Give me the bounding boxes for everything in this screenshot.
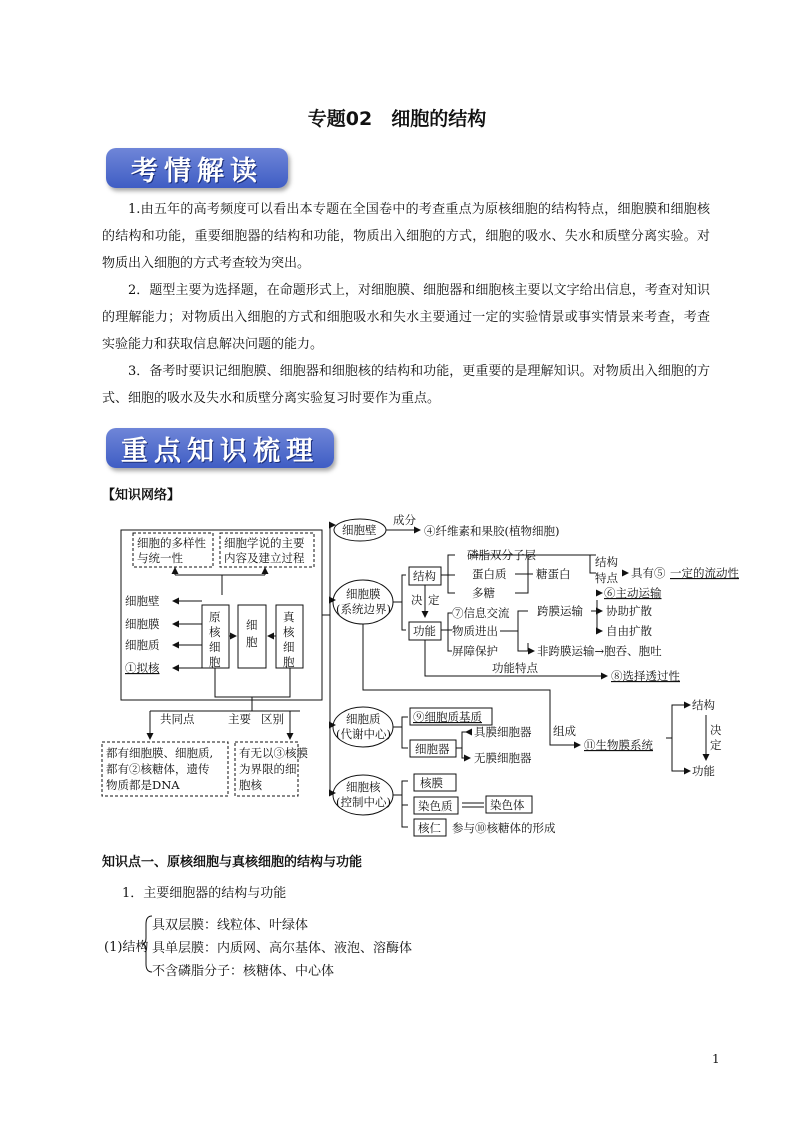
structure-box: 结构 xyxy=(413,569,436,583)
info-exchange: ⑦信息交流 xyxy=(452,606,510,620)
svg-text:胞: 胞 xyxy=(283,655,295,669)
right-structure: 结构 xyxy=(692,698,715,712)
left-item-wall: 细胞壁 xyxy=(125,594,160,608)
substance-transport: 物质进出 xyxy=(452,624,498,638)
nucleus-node-2: (控制中心) xyxy=(336,795,391,809)
nuclear-membrane: 核膜 xyxy=(420,776,443,790)
wall-comp-label: 成分 xyxy=(393,513,416,527)
decide-1: 决 xyxy=(411,593,423,607)
membraned-organelle: 具膜细胞器 xyxy=(474,725,532,739)
diff-box-line2: 为界限的细 xyxy=(239,762,297,776)
network-heading: 【知识网络】 xyxy=(102,488,181,503)
decide-2: 定 xyxy=(428,593,440,607)
structure-item-single: 具单层膜：内质网、高尔基体、液泡、溶酶体 xyxy=(152,941,413,956)
theory-line1: 细胞学说的主要 xyxy=(224,536,305,550)
prokaryote-label xyxy=(209,610,221,669)
wall-comp: ④纤维素和果胶(植物细胞) xyxy=(424,524,560,538)
diff-box-line1: 有无以③核膜 xyxy=(239,746,308,760)
active-transport: ⑥主动运输 xyxy=(604,586,662,600)
polysaccharide: 多糖 xyxy=(472,586,495,600)
main-label: 主要 xyxy=(228,712,251,726)
paragraph-1: 1.由五年的高考频度可以看出本专题在全国卷中的考查重点为原核细胞的结构特点，细胞膜和细胞核的结构和功能，重要细胞器的结构和功能，物质出入细胞的方式，细胞的吸水、失水和质壁分离实验。对物质出入细胞的方式考查较为突出。 xyxy=(102,202,710,271)
membrane-node-2: (系统边界) xyxy=(336,602,391,616)
chromatin: 染色质 xyxy=(418,799,453,813)
page-number: 1 xyxy=(712,1052,720,1066)
diversity-line1: 细胞的多样性 xyxy=(137,536,206,550)
function-box: 功能 xyxy=(413,624,436,638)
page-title: 专题02 细胞的结构 xyxy=(307,108,487,130)
diff-box-line3: 胞核 xyxy=(239,778,262,792)
svg-text:细: 细 xyxy=(283,640,295,654)
compose-label: 组成 xyxy=(553,724,576,738)
non-membraned-organelle: 无膜细胞器 xyxy=(474,751,532,765)
structure-item-double: 具双层膜：线粒体、叶绿体 xyxy=(152,918,309,933)
left-item-cytoplasm: 细胞质 xyxy=(125,638,160,652)
cell-label xyxy=(246,618,258,649)
knowledge-point-1-subtitle: 1．主要细胞器的结构与功能 xyxy=(122,886,287,901)
svg-text:核: 核 xyxy=(283,625,295,639)
svg-text:真: 真 xyxy=(283,610,295,624)
diversity-line2: 与统一性 xyxy=(137,551,183,565)
barrier-protection: 屏障保护 xyxy=(452,644,498,658)
svg-text:细: 细 xyxy=(209,640,221,654)
paragraph-3: 3．备考时要识记细胞膜、细胞器和细胞核的结构和功能，更重要的是理解知识。对物质出入细胞的方式、细胞的吸水及失水和质壁分离实验复习时要作为重点。 xyxy=(102,364,710,406)
biomembrane-system: ⑪生物膜系统 xyxy=(584,738,653,752)
fluidity-prefix: 具有⑤ xyxy=(631,566,666,580)
fluidity: 一定的流动性 xyxy=(670,566,739,580)
struct-feature-2: 特点 xyxy=(595,571,618,585)
common-label: 共同点 xyxy=(160,712,195,726)
free-diffusion: 自由扩散 xyxy=(606,624,652,638)
chromosome: 染色体 xyxy=(490,798,525,812)
trans-membrane: 跨膜运输 xyxy=(537,604,583,618)
ribosome-formation: 参与⑩核糖体的形成 xyxy=(452,821,556,835)
non-trans-membrane: 非跨膜运输→胞吞、胞吐 xyxy=(537,644,662,658)
common-box-line3: 物质都是DNA xyxy=(106,778,180,792)
organelle-box: 细胞器 xyxy=(415,742,450,756)
svg-text:细: 细 xyxy=(246,618,258,632)
facilitated-diffusion: 协助扩散 xyxy=(606,604,652,618)
cytoplasm-node-1: 细胞质 xyxy=(346,712,381,726)
eukaryote-label xyxy=(283,610,295,669)
svg-text:胞: 胞 xyxy=(209,655,221,669)
nucleus-node-1: 细胞核 xyxy=(346,780,381,794)
knowledge-network-diagram xyxy=(0,505,794,845)
knowledge-point-1-title: 知识点一、原核细胞与真核细胞的结构与功能 xyxy=(102,855,363,870)
membrane-node-1: 细胞膜 xyxy=(346,587,381,601)
section-banner-exam-analysis: 考情解读 xyxy=(106,148,288,188)
phospholipid: 磷脂双分子层 xyxy=(467,548,536,562)
glycoprotein: 糖蛋白 xyxy=(536,567,571,581)
protein: 蛋白质 xyxy=(472,567,507,581)
wall-node: 细胞壁 xyxy=(342,523,377,537)
svg-text:原: 原 xyxy=(209,610,221,624)
selective-permeability: ⑧选择透过性 xyxy=(611,669,680,683)
svg-text:核: 核 xyxy=(209,625,221,639)
cytoplasm-node-2: (代谢中心) xyxy=(336,727,391,741)
theory-line2: 内容及建立过程 xyxy=(224,551,305,565)
svg-text:胞: 胞 xyxy=(246,635,258,649)
structure-item-none: 不含磷脂分子：核糖体、中心体 xyxy=(152,964,335,979)
section-banner-key-knowledge: 重点知识梳理 xyxy=(106,428,334,468)
common-box-line1: 都有细胞膜、细胞质, xyxy=(106,746,214,760)
right-decide-2: 定 xyxy=(710,738,722,752)
common-box-line2: 都有②核糖体，遗传 xyxy=(106,762,210,776)
structure-label: (1)结构 xyxy=(104,940,149,955)
function-feature: 功能特点 xyxy=(492,661,538,675)
diff-label: 区别 xyxy=(261,712,284,726)
left-item-nucleoid: ①拟核 xyxy=(125,661,160,675)
cytoplasm-matrix: ⑨细胞质基质 xyxy=(413,710,482,724)
nucleolus: 核仁 xyxy=(418,821,441,835)
paragraph-2: 2．题型主要为选择题，在命题形式上，对细胞膜、细胞器和细胞核主要以文字给出信息，考查对知识的理解能力；对物质出入细胞的方式和细胞吸水和失水主要通过一定的实验情景或事实情景来考查，考查实验能力和获取信息解决问题的能力。 xyxy=(102,283,710,352)
right-decide-1: 决 xyxy=(710,723,722,737)
right-function: 功能 xyxy=(692,764,715,778)
left-item-membrane: 细胞膜 xyxy=(125,617,160,631)
struct-feature-1: 结构 xyxy=(595,555,618,569)
